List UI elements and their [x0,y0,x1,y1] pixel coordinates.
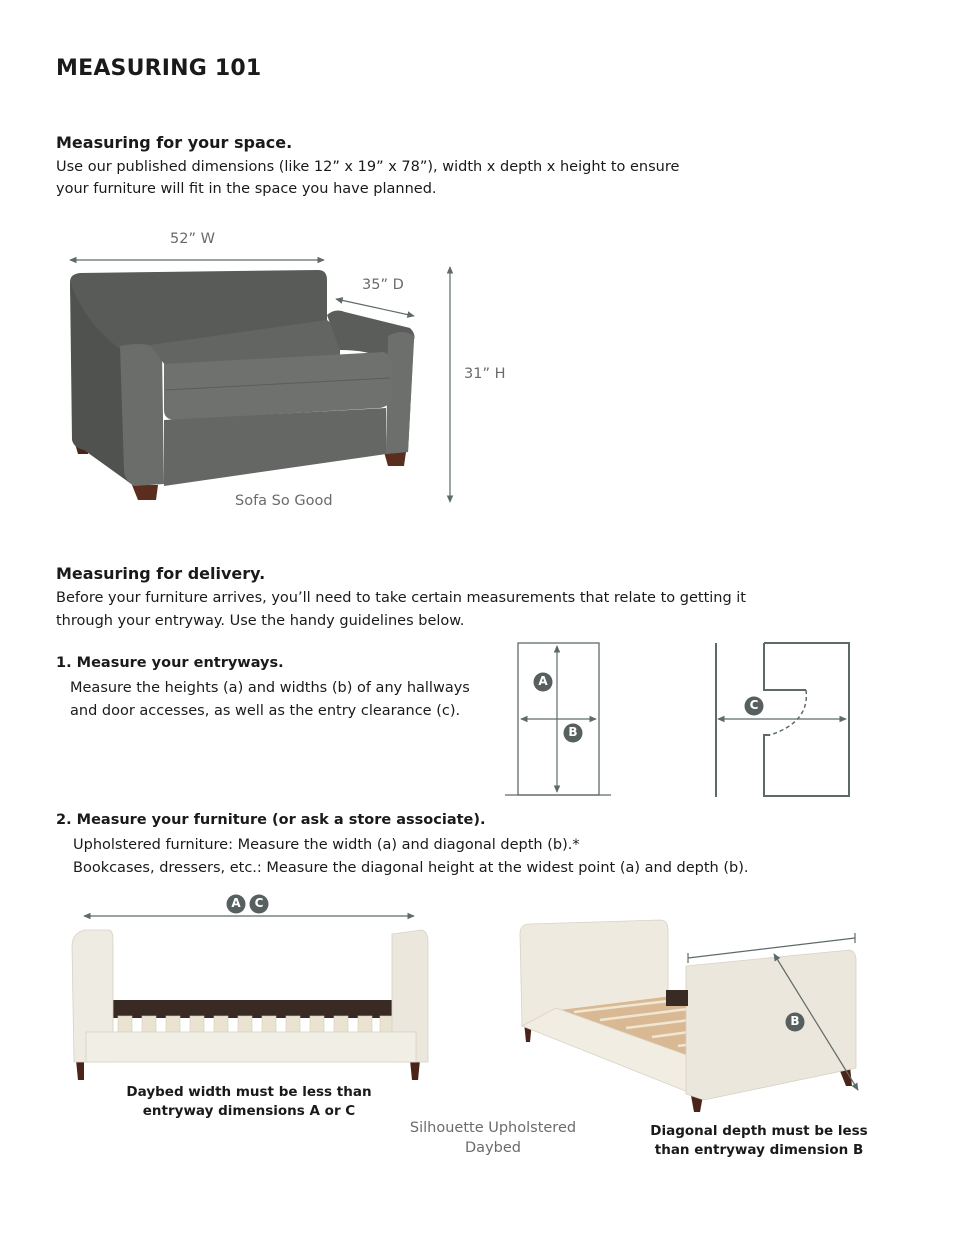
step1-line-2: and door accesses, as well as the entry clearance (c). [70,703,461,719]
daybed-width-caption-line-2: entryway dimensions A or C [142,1103,356,1119]
sofa-depth-label: 35” D [362,277,404,293]
step2-title: 2. Measure your furniture (or ask a store associate). [56,812,486,828]
marker-a-label-daybed: A [231,896,241,910]
delivery-text-line-1: Before your furniture arrives, you’ll need to take certain measurements that relate to getting it [56,590,746,606]
daybed-product-name [390,1118,596,1158]
space-heading: Measuring for your space. [56,133,293,152]
delivery-heading: Measuring for delivery. [56,564,266,583]
daybed-name-line-2: Daybed [465,1140,521,1156]
delivery-text-line-2: through your entryway. Use the handy guidelines below. [56,613,465,629]
sofa-width-label: 52” W [170,231,215,247]
daybed-width-caption-line-1: Daybed width must be less than [126,1084,372,1100]
step1-title: 1. Measure your entryways. [56,655,284,671]
sofa-product-name: Sofa So Good [235,493,333,509]
daybed-depth-caption-line-2: than entryway dimension B [654,1142,864,1158]
marker-a-label: A [538,674,548,688]
marker-c-label: C [749,698,759,712]
daybed-name-line-1: Silhouette Upholstered [409,1120,577,1136]
daybed-depth-caption-line-1: Diagonal depth must be less [650,1123,868,1139]
space-text-line-2: your furniture will fit in the space you have planned. [56,181,437,197]
step2-line-1: Upholstered furniture: Measure the width (a) and diagonal depth (b).* [73,837,580,853]
step2-line-2: Bookcases, dressers, etc.: Measure the diagonal height at the widest point (a) and depth (b). [73,860,749,876]
marker-c-label-daybed: C [254,896,264,910]
step1-line-1: Measure the heights (a) and widths (b) of any hallways [70,680,470,696]
page-title: MEASURING 101 [56,56,262,81]
marker-b-label-daybed: B [790,1014,800,1028]
daybed-depth-caption [640,1122,878,1160]
space-text-line-1: Use our published dimensions (like 12” x 19” x 78”), width x depth x height to ensure [56,159,680,175]
marker-b-label: B [568,725,578,739]
sofa-height-label: 31” H [464,366,506,382]
daybed-width-caption [110,1083,388,1121]
